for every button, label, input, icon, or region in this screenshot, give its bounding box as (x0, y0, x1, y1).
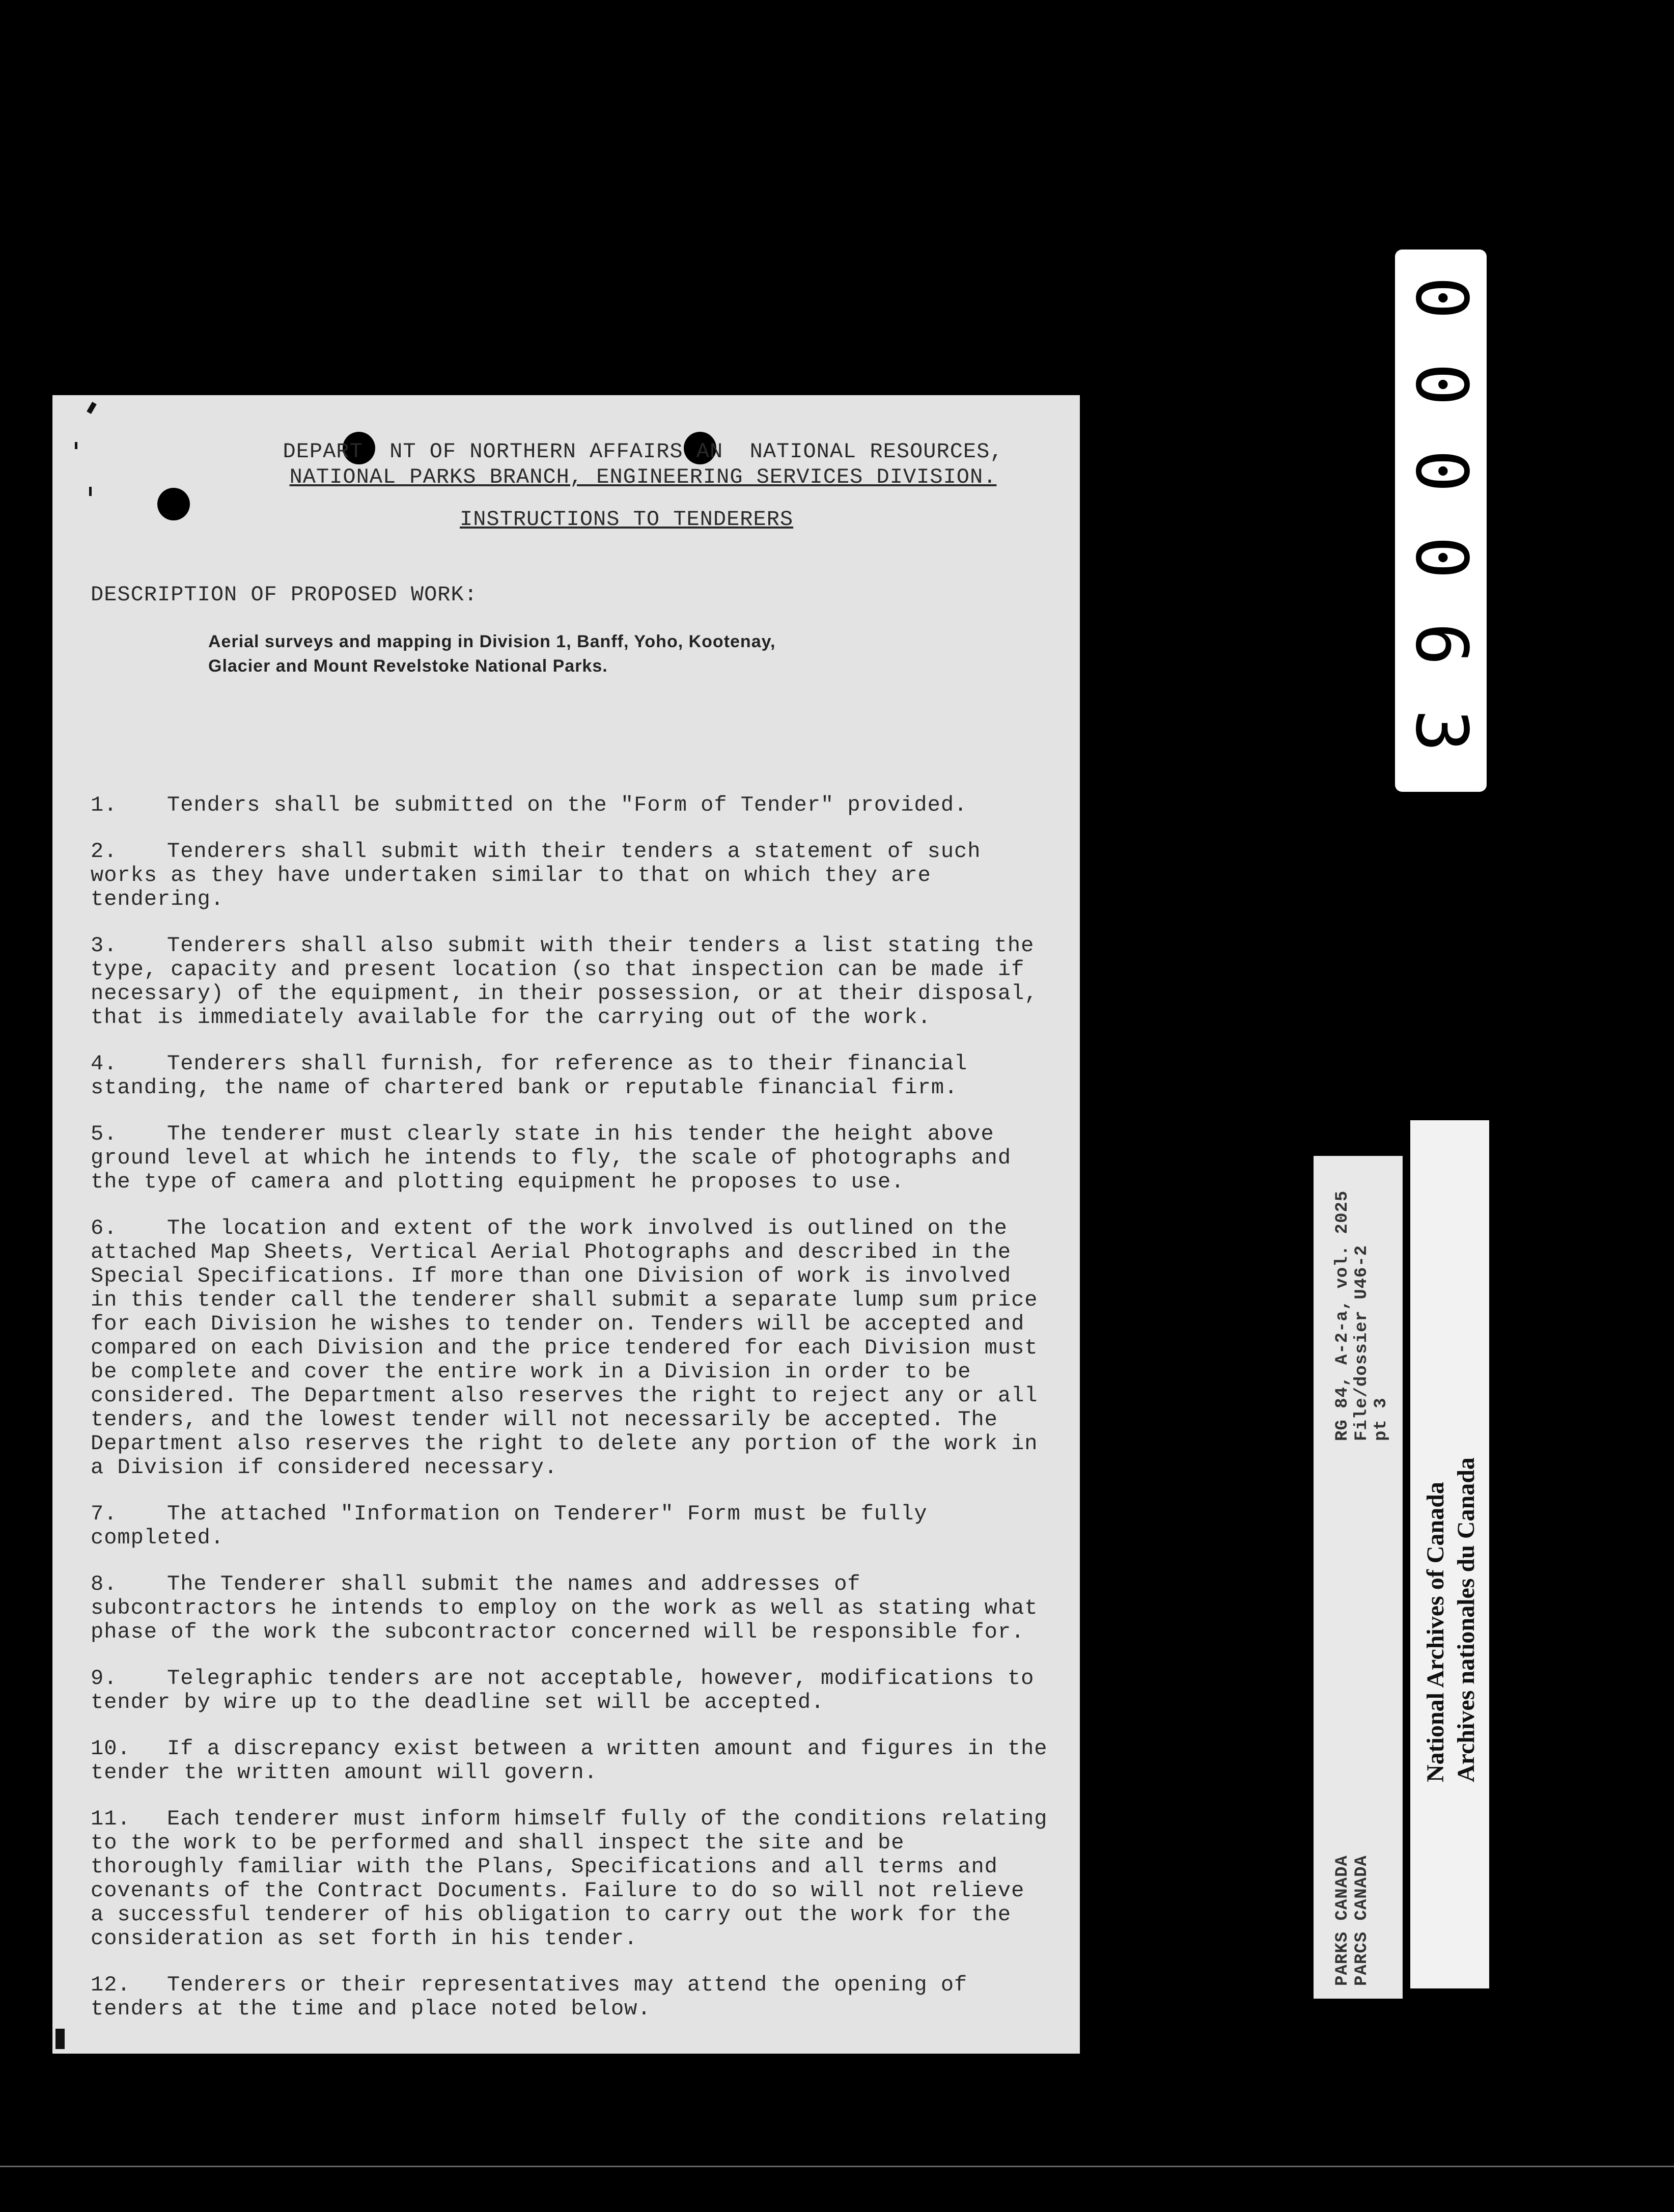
item-number: 12. (91, 1973, 131, 1997)
instruction-item (91, 840, 1048, 911)
edge-mark (75, 442, 77, 449)
item-text: Tenders shall be submitted on the "Form of Tender" provided. (167, 793, 968, 817)
instruction-item (91, 1052, 1048, 1100)
document-page (52, 395, 1080, 2054)
description-heading: DESCRIPTION OF PROPOSED WORK: (91, 583, 478, 607)
instruction-item (91, 793, 1048, 817)
instruction-item (91, 1973, 1048, 2021)
description-line: Aerial surveys and mapping in Division 1, Banff, Yoho, Kootenay, (208, 632, 776, 651)
parks-label-line: PARKS CANADA (1333, 1855, 1352, 1986)
item-number: 9. (91, 1666, 118, 1691)
item-text: The tenderer must clearly state in his tender the height above ground level at which he intends to fly, the scale of photographs and the type of camera and plotting equipment he proposes to use. (91, 1122, 1012, 1194)
instruction-item (91, 1667, 1048, 1715)
frame-digit: 0 (1400, 449, 1483, 493)
parks-label-line: PARCS CANADA (1352, 1855, 1372, 1986)
item-number: 2. (91, 839, 118, 864)
archives-label-fr: Archives nationales du Canada (1453, 1457, 1480, 1782)
instruction-list (91, 793, 1048, 2043)
item-text: Tenderers shall furnish, for reference as to their financial standing, the name of chartered bank or reputable financial firm. (91, 1052, 968, 1100)
edge-mark (89, 487, 92, 496)
frame-digit: 6 (1400, 622, 1483, 666)
national-archives-label (1410, 1120, 1489, 1988)
document-title: INSTRUCTIONS TO TENDERERS (460, 507, 794, 532)
item-number: 10. (91, 1736, 131, 1761)
instruction-item (91, 1216, 1048, 1480)
edge-mark (87, 402, 97, 414)
instruction-item (91, 934, 1048, 1030)
item-number: 1. (91, 793, 118, 817)
item-number: 8. (91, 1572, 118, 1596)
item-text: Telegraphic tenders are not acceptable, however, modifications to tender by wire up to the deadline set will be accepted. (91, 1666, 1035, 1715)
parks-canada-label (1314, 1156, 1403, 1999)
archive-reference: pt 3 (1372, 1397, 1391, 1441)
item-number: 4. (91, 1052, 118, 1076)
item-text: Tenderers shall submit with their tenders a statement of such works as they have undertaken similar to that on which they are tendering. (91, 839, 981, 911)
item-text: Each tenderer must inform himself fully of the conditions relating to the work to be performed and shall inspect the site and be thoroughly familiar with the Plans, Specifications and all terms and covenants of the Contract Documents. Failure to do so will not relieve a successful tenderer of his obligation to carry out the work for the consideration as set forth in his tender. (91, 1807, 1048, 1951)
header-branch: NATIONAL PARKS BRANCH, ENGINEERING SERVICES DIVISION. (289, 465, 997, 489)
instruction-item (91, 1807, 1048, 1951)
item-text: The Tenderer shall submit the names and addresses of subcontractors he intends to employ on the work as well as stating what phase of the work the subcontractor concerned will be responsible for. (91, 1572, 1038, 1644)
edge-mark (55, 2029, 65, 2049)
instruction-item (91, 1737, 1048, 1785)
item-number: 11. (91, 1807, 131, 1831)
instruction-item (91, 1122, 1048, 1194)
item-text: The attached "Information on Tenderer" Form must be fully completed. (91, 1502, 928, 1550)
punch-hole (157, 488, 190, 520)
archive-reference: File/dossier U46-2 (1352, 1245, 1372, 1441)
header-department: DEPART NT OF NORTHERN AFFAIRS AN NATIONAL RESOURCES, (283, 439, 1003, 464)
frame-digit: 3 (1400, 709, 1483, 753)
instruction-item (91, 1502, 1048, 1550)
frame-digit: 0 (1400, 363, 1483, 406)
item-text: If a discrepancy exist between a written amount and figures in the tender the written amount will govern. (91, 1736, 1048, 1785)
film-edge-line (0, 2166, 1674, 2167)
item-text: Tenderers shall also submit with their tenders a list stating the type, capacity and present location (so that inspection can be made if necessary) of the equipment, in their possession, or at their disposal, that is immediately available for the carrying out of the work. (91, 933, 1038, 1030)
item-text: The location and extent of the work involved is outlined on the attached Map Sheets, Vertical Aerial Photographs and described in the Special Specifications. If more than one Division of work is involved in this tender call the tenderer shall submit a separate lump sum price for each Division he wishes to tender on. Tenders will be accepted and compared on each Division and the price tendered for each Division must be complete and cover the entire work in a Division in order to be considered. The Department also reserves the right to reject any or all tenders, and the lowest tender will not necessarily be accepted. The Department also reserves the right to delete any portion of the work in a Division if considered necessary. (91, 1216, 1038, 1480)
frame-digit: 0 (1400, 536, 1483, 579)
description-body (208, 629, 946, 678)
document-header (266, 439, 1020, 490)
frame-digit: 0 (1400, 276, 1483, 320)
item-number: 3. (91, 933, 118, 958)
archives-label-en: National Archives of Canada (1422, 1482, 1449, 1782)
instruction-item (91, 1572, 1048, 1644)
item-number: 5. (91, 1122, 118, 1146)
item-number: 6. (91, 1216, 118, 1240)
item-number: 7. (91, 1502, 118, 1526)
archive-reference: RG 84, A-2-a, vol. 2025 (1333, 1190, 1352, 1441)
frame-number-sticker (1395, 250, 1487, 792)
description-line: Glacier and Mount Revelstoke National Parks. (208, 656, 608, 676)
item-text: Tenderers or their representatives may attend the opening of tenders at the time and place noted below. (91, 1973, 968, 2021)
